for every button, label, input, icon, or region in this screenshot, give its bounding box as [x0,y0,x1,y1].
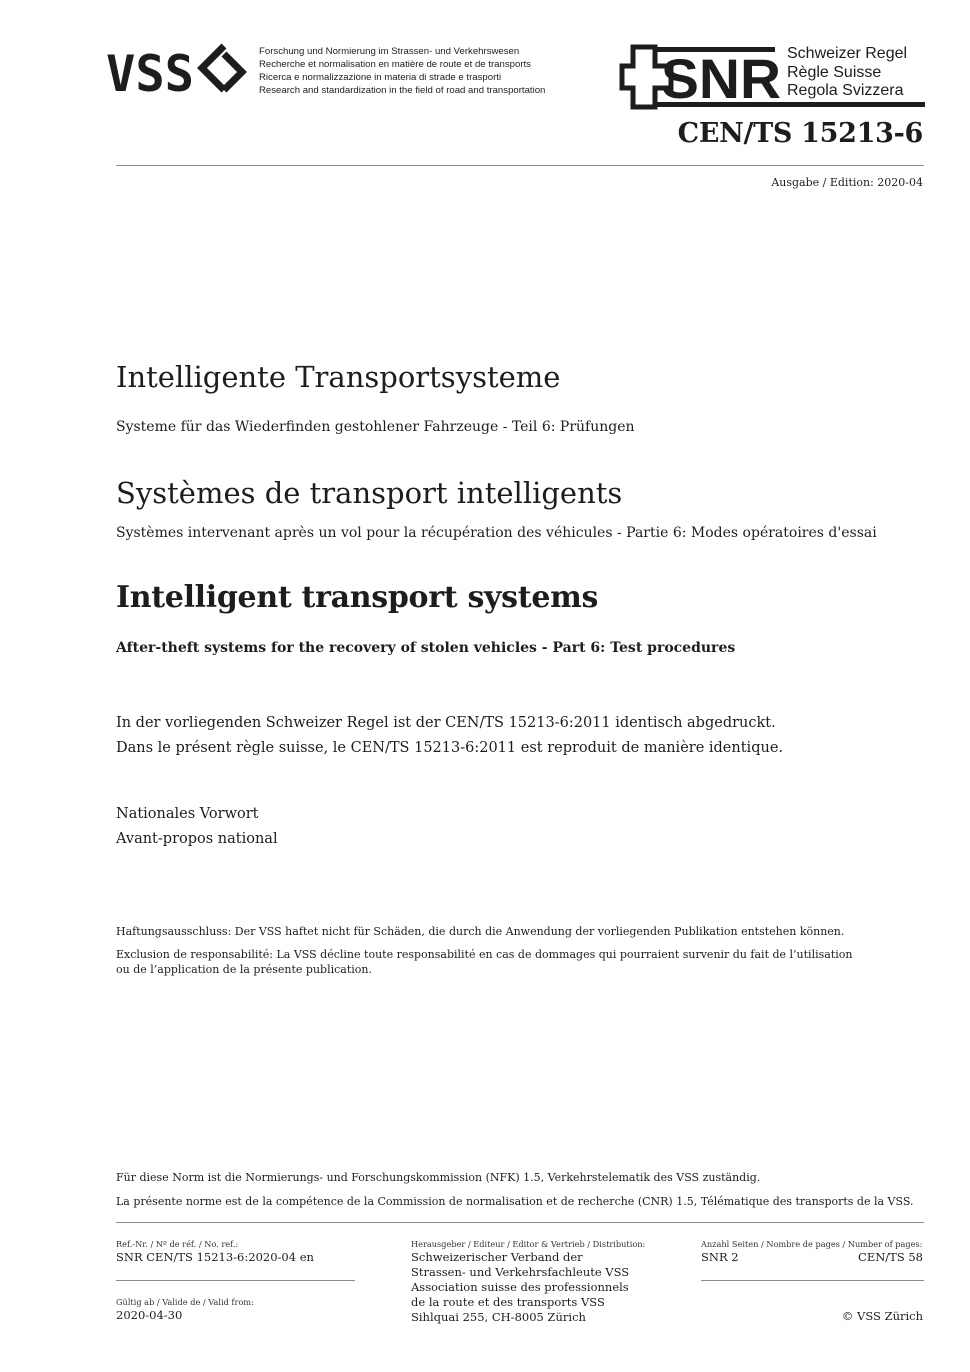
pages-label: Anzahl Seiten / Nombre de pages / Number of pages: [701,1239,923,1249]
vss-taglines [259,45,545,97]
subtitle-english: After-theft systems for the recovery of stolen vehicles - Part 6: Test procedures [116,640,736,656]
pages-cen: CEN/TS 58 [858,1250,923,1264]
title-french: Systèmes de transport intelligents [116,476,623,510]
snr-taglines [787,45,907,101]
foreword-german: Nationales Vorwort [116,806,259,822]
footer-divider [116,1222,924,1223]
snr-tagline: Schweizer Regel [787,45,908,62]
footer-col1-divider [116,1280,355,1281]
foreword-french: Avant-propos national [116,831,278,847]
publisher-line: de la route et des transports VSS [411,1295,605,1309]
vss-logo-text: VSS [106,45,194,97]
valid-from-value: 2020-04-30 [116,1308,183,1322]
committee-french: La présente norme est de la compétence de la Commission de normalisation et de recherche (CNR) 1.5, Télématique des transports de la VSS. [116,1195,914,1208]
disclaimer-german: Haftungsausschluss: Der VSS haftet nicht für Schäden, die durch die Anwendung der vorliegenden Publikation entstehen können. [116,925,845,938]
publisher-label: Herausgeber / Editeur / Editor & Vertrieb / Distribution: [411,1239,646,1249]
disclaimer-french: Exclusion de responsabilité: La VSS décline toute responsabilité en cas de dommages qui pourraient survenir du fait de l’utilisation ou de l’application de la présente publication. [116,948,853,976]
footer-col3-divider [701,1280,924,1281]
publisher-address [411,1250,629,1325]
snr-tagline: Regola Svizzera [787,82,904,99]
vss-logo [106,43,252,97]
committee-german: Für diese Norm ist die Normierungs- und Forschungskommission (NFK) 1.5, Verkehrstelematik des VSS zuständig. [116,1171,761,1184]
pages-snr: SNR 2 [701,1250,739,1264]
publisher-line: Strassen- und Verkehrsfachleute VSS [411,1265,630,1279]
subtitle-german: Systeme für das Wiederfinden gestohlener Fahrzeuge - Teil 6: Prüfungen [116,419,635,435]
publisher-line: Schweizerischer Verband der [411,1250,583,1264]
vss-tagline: Research and standardization in the field of road and transportation [259,85,546,96]
vss-chevron-icon [202,46,224,90]
snr-logo-text: SNR [661,47,781,110]
subtitle-french: Systèmes intervenant après un vol pour la récupération des véhicules - Partie 6: Modes opératoires d'essai [116,525,877,541]
publisher-line: Sihlquai 255, CH-8005 Zürich [411,1310,586,1324]
title-german: Intelligente Transportsysteme [116,360,561,394]
reference-value: SNR CEN/TS 15213-6:2020-04 en [116,1250,314,1264]
reference-label: Ref.-Nr. / Nº de réf. / No. ref.: [116,1239,239,1249]
header-divider [116,165,924,166]
vss-tagline: Forschung und Normierung im Strassen- und Verkehrswesen [259,46,520,57]
snr-tagline: Règle Suisse [787,63,882,81]
standard-number: CEN/TS 15213-6 [677,118,923,149]
reprint-note-french: Dans le présent règle suisse, le CEN/TS 15213-6:2011 est reproduit de manière identique. [116,740,784,756]
valid-from-label: Gültig ab / Valide de / Valid from: [116,1297,254,1307]
copyright: © VSS Zürich [841,1309,923,1323]
reprint-note-german: In der vorliegenden Schweizer Regel ist der CEN/TS 15213-6:2011 identisch abgedruckt. [116,715,776,731]
vss-tagline: Recherche et normalisation en matière de route et de transports [259,59,531,70]
title-english: Intelligent transport systems [116,580,599,615]
vss-tagline: Ricerca e normalizzazione in materia di strade e trasporti [259,72,502,83]
edition-label: Ausgabe / Edition: 2020-04 [771,176,923,189]
publisher-line: Association suisse des professionnels [411,1280,629,1294]
